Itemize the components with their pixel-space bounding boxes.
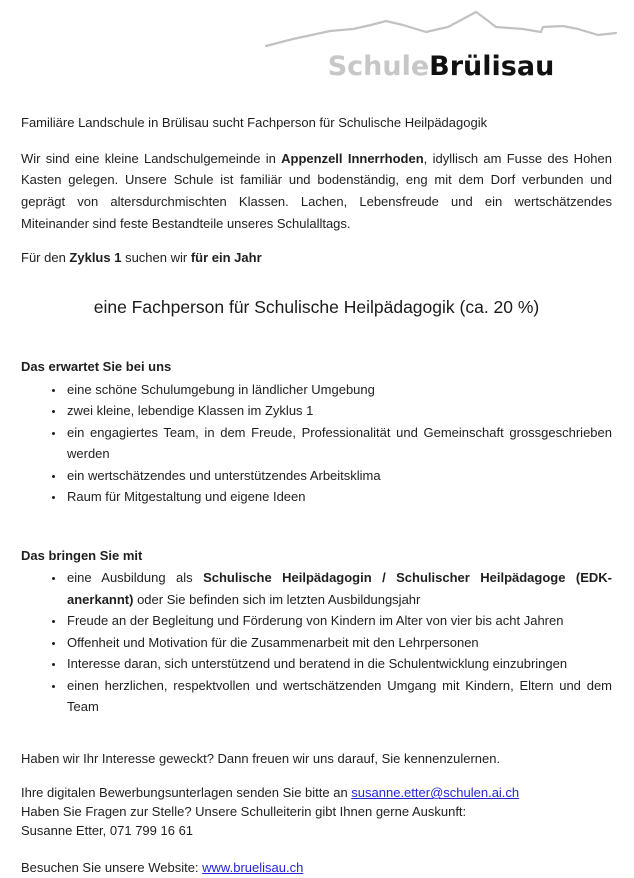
website-link[interactable]: www.bruelisau.ch [202,860,304,876]
bring-item1-bold: Schulische Heilpädagogin / Schulischer Heilpädagoge (EDK-anerkannt) [67,570,612,607]
list-item: • Offenheit und Motivation für die Zusammenarbeit mit den Lehrpersonen [65,632,612,654]
bring-item1-text-1: eine Ausbildung als [67,570,204,586]
section-title-offer: Das erwartet Sie bei uns [21,359,172,375]
school-logo [266,4,616,90]
bring-bullet-list [21,567,612,718]
interest-line: Haben wir Ihr Interesse geweckt? Dann freuen wir uns darauf, Sie kennenzulernen. [21,750,501,766]
section-title-bring: Das bringen Sie mit [21,547,143,563]
about-paragraph [21,148,612,235]
contact-block [21,784,612,840]
cycle-bold-zyklus: Zyklus 1 [69,249,122,265]
list-item: • Raum für Mitgestaltung und eigene Ideen [65,486,612,508]
cycle-bold-duration: für ein Jahr [190,249,262,265]
questions-line: Haben Sie Fragen zur Stelle? Unsere Schulleiterin gibt Ihnen gerne Auskunft: [21,803,467,819]
contact-person-line: Susanne Etter, 071 799 16 61 [21,822,194,838]
list-item: • Interesse daran, sich unterstützend und beratend in die Schulentwicklung einzubringen [65,653,612,675]
website-prefix: Besuchen Sie unsere Website: [21,860,203,876]
list-item: • ein wertschätzendes und unterstützendes Arbeitsklima [65,465,612,487]
about-text-1: Wir sind eine kleine Landschulgemeinde in [21,150,282,166]
section-what-you-bring [21,545,612,718]
cycle-text-1: Für den [21,249,70,265]
document-body [21,104,612,878]
about-text-2: , idyllisch am Fusse des Hohen Kasten gelegen. Unsere Schule ist familiär und bodenständig, eng mit dem Dorf verbunden und geprägt von altersdurchmischten Klassen. Lachen, Lebensfreude und ein wertschätzendes Miteinander sind feste Bestandteile unseres Schulalltags. [21,150,612,231]
intro-line: Familiäre Landschule in Brülisau sucht Fachperson für Schulische Heilpädagogik [21,115,488,130]
list-item: • zwei kleine, lebendige Klassen im Zyklus 1 [65,400,612,422]
application-line [21,784,612,803]
cycle-line [21,247,612,269]
list-item [65,567,612,610]
list-item: • Freude an der Begleitung und Förderung von Kindern im Alter von vier bis acht Jahren [65,610,612,632]
application-prefix: Ihre digitalen Bewerbungsunterlagen senden Sie bitte an [21,785,352,801]
logo-word-bruelisau: Brülisau [429,51,555,82]
list-item: • einen herzlichen, respektvollen und wertschätzenden Umgang mit Kindern, Eltern und dem Team [65,675,612,718]
school-logo-wordmark [266,52,616,82]
email-link[interactable]: susanne.etter@schulen.ai.ch [351,785,520,801]
list-item: • ein engagiertes Team, in dem Freude, Professionalität und Gemeinschaft grossgeschrieben werden [65,422,612,465]
website-line [21,859,612,878]
cycle-text-2: suchen wir [121,249,191,265]
bring-item1-text-2: oder Sie befinden sich im letzten Ausbildungsjahr [133,591,421,607]
job-title-headline: eine Fachperson für Schulische Heilpädagogik (ca. 20 %) [93,297,540,318]
mountain-ridge-icon [266,4,616,50]
about-bold-region: Appenzell Innerrhoden [281,150,424,166]
list-item: • eine schöne Schulumgebung in ländlicher Umgebung [65,379,612,401]
offer-bullet-list [21,379,612,508]
logo-word-schule: Schule [327,51,430,82]
section-what-we-offer [21,356,612,508]
